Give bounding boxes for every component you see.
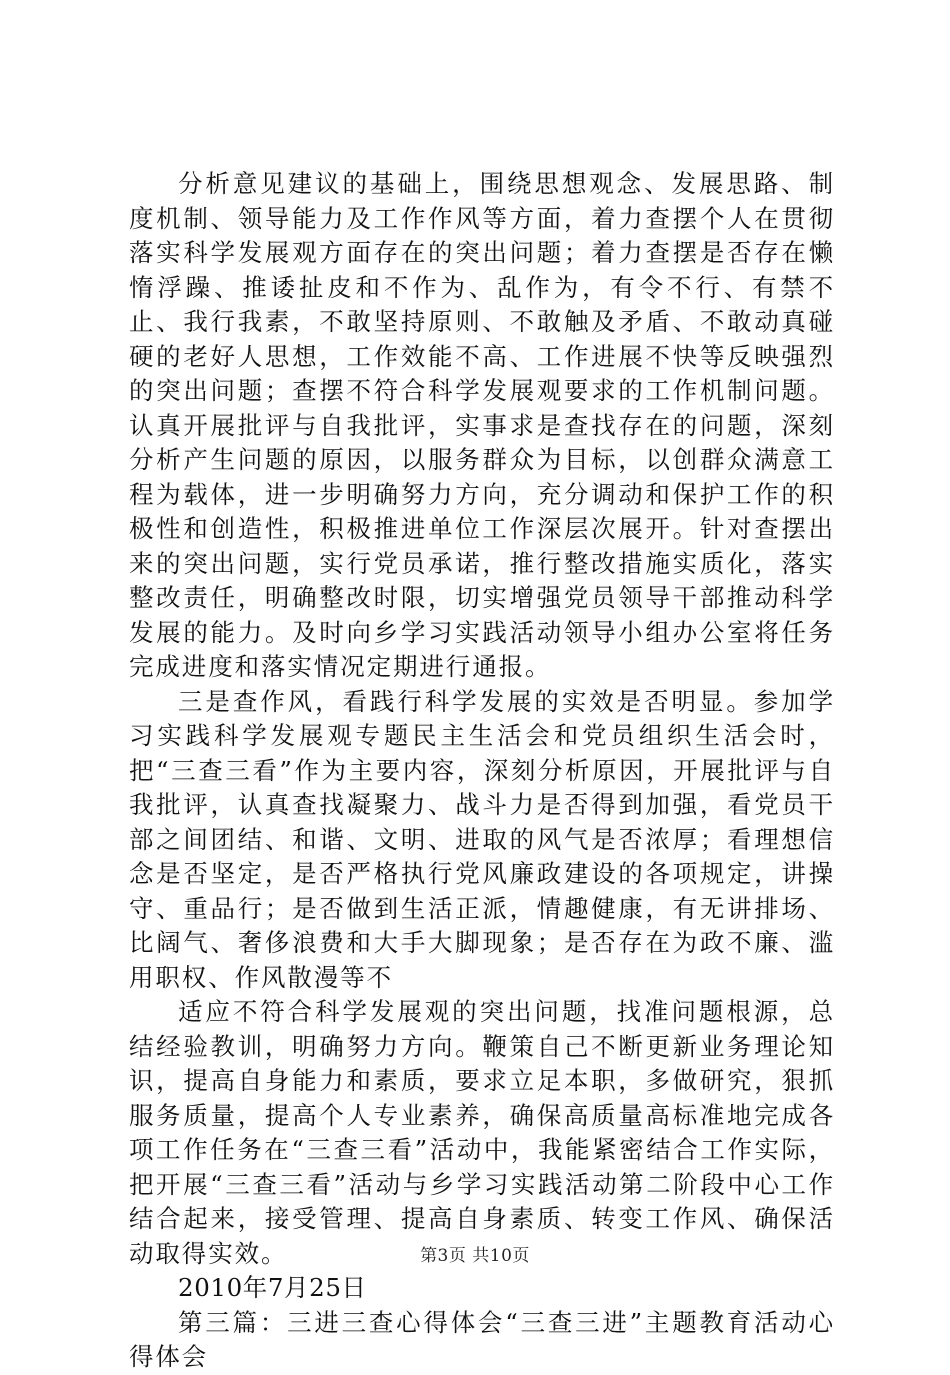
page-footer: 第3页 共10页 [420, 1246, 530, 1266]
document-body [129, 167, 835, 1375]
paragraph-analysis: 分析意见建议的基础上，围绕思想观念、发展思路、制度机制、领导能力及工作作风等方面，着力查摆个人在贯彻落实科学发展观方面存在的突出问题；着力查摆是否存在懒惰浮躁、推诿扯皮和不作为、乱作为，有令不行、有禁不止、我行我素，不敢坚持原则、不敢触及矛盾、不敢动真碰硬的老好人思想，工作效能不高、工作进展不快等反映强烈的突出问题；查摆不符合科学发展观要求的工作机制问题。认真开展批评与自我批评，实事求是查找存在的问题，深刻分析产生问题的原因，以服务群众为目标，以创群众满意工程为载体，进一步明确努力方向，充分调动和保护工作的积极性和创造性，积极推进单位工作深层次展开。针对查摆出来的突出问题，实行党员承诺，推行整改措施实质化，落实整改责任，明确整改时限，切实增强党员领导干部推动科学发展的能力。及时向乡学习实践活动领导小组办公室将任务完成进度和落实情况定期进行通报。 [129, 169, 835, 681]
paragraph-adapt: 适应不符合科学发展观的突出问题，找准问题根源，总结经验教训，明确努力方向。鞭策自己不断更新业务理论知识，提高自身能力和素质，要求立足本职，多做研究，狠抓服务质量，提高个人专业素养，确保高质量高标准地完成各项工作任务在“三查三看”活动中，我能紧密结合工作实际，把开展“三查三看”活动与乡学习实践活动第二阶段中心工作结合起来，接受管理、提高自身素质、转变工作风、确保活动取得实效。 [129, 997, 835, 1268]
paragraph-check-style: 三是查作风，看践行科学发展的实效是否明显。参加学习实践科学发展观专题民主生活会和党员组织生活会时，把“三查三看”作为主要内容，深刻分析原因，开展批评与自我批评，认真查找凝聚力、战斗力是否得到加强，看党员干部之间团结、和谐、文明、进取的风气是否浓厚；看理想信念是否坚定，是否严格执行党风廉政建设的各项规定，讲操守、重品行；是否做到生活正派，情趣健康，有无讲排场、比阔气、奢侈浪费和大手大脚现象；是否存在为政不廉、滥用职权、作风散漫等不 [129, 686, 835, 992]
paragraph-third-article-title: 第三篇：三进三查心得体会“三查三进”主题教育活动心得体会 [129, 1307, 835, 1371]
paragraph-date: 2010年7月25日 [178, 1273, 367, 1302]
